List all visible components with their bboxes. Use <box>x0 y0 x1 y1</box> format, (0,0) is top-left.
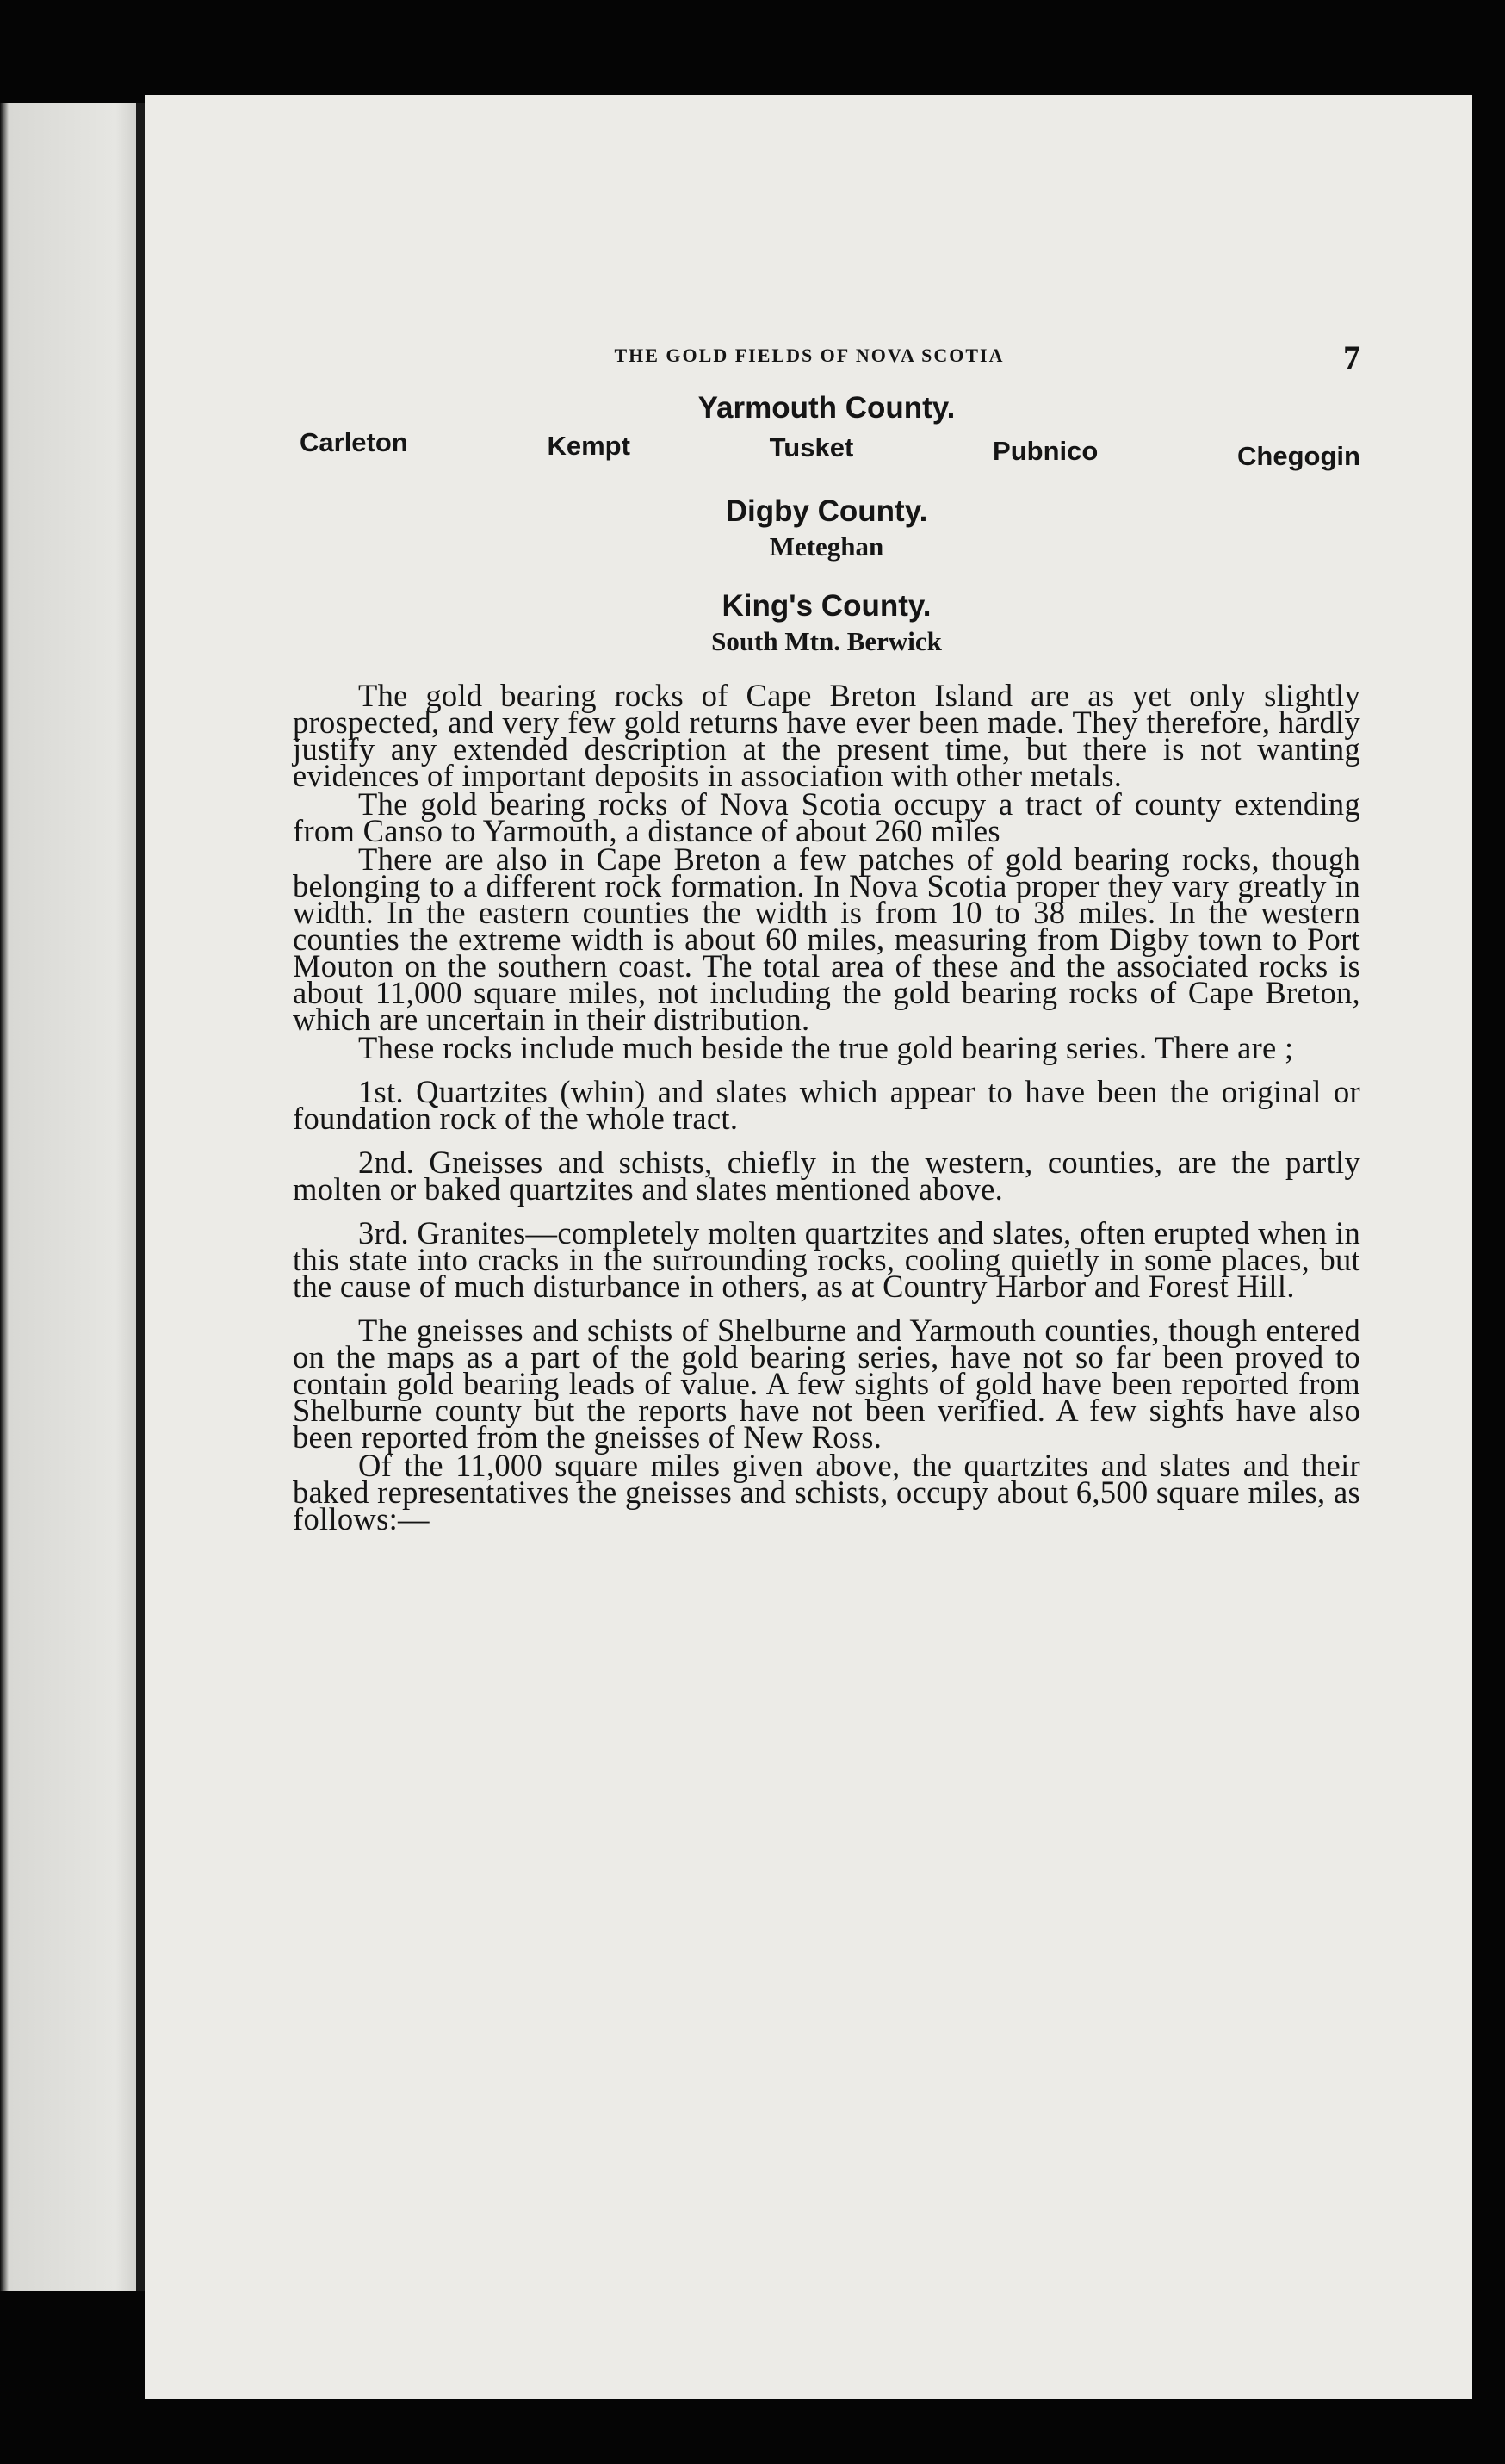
county-heading-kings: King's County. <box>722 589 932 623</box>
district-name: Kempt <box>547 431 630 461</box>
paragraph: The gneisses and schists of Shelburne and Yarmouth counties, though entered on the maps as a part of the gold bearing series, have not so far been proved to contain gold bearing leads of value. A few sights of gold have been reported from Shelburne county but the reports have not been verified. A few sights have also been reported from the gneisses of New Ross. <box>293 1313 1360 1455</box>
book-page <box>145 95 1472 2399</box>
paragraph: Of the 11,000 square miles given above, the quartzites and slates and their baked representatives the gneisses and schists, occupy about 6,500 square miles, as follows:— <box>293 1448 1360 1536</box>
previous-page-edge <box>0 103 145 2291</box>
running-head-title: THE GOLD FIELDS OF NOVA SCOTIA <box>614 344 1005 366</box>
district-name: Pubnico <box>993 436 1099 466</box>
district-name: Meteghan <box>769 531 884 562</box>
district-name: Carleton <box>300 427 408 457</box>
county-heading-digby: Digby County. <box>725 494 928 528</box>
district-name: South Mtn. Berwick <box>711 626 942 656</box>
district-name: Chegogin <box>1237 441 1360 471</box>
paragraph: There are also in Cape Breton a few patches of gold bearing rocks, though belonging to a different rock formation. In Nova Scotia proper they vary greatly in width. In the eastern counties the width is from 10 to 38 miles. In the western counties the extreme width is about 60 miles, measuring from Digby town to Port Mouton on the southern coast. The total area of these and the associated rocks is about 11,000 square miles, not including the gold bearing rocks of Cape Breton, which are uncertain in their distribution. <box>293 841 1360 1037</box>
district-name: Tusket <box>769 432 854 462</box>
paragraph: 1st. Quartzites (whin) and slates which appear to have been the original or foundation rock of the whole tract. <box>293 1074 1360 1136</box>
running-head <box>293 338 1360 389</box>
page-gutter <box>136 103 145 2291</box>
page-number: 7 <box>1343 338 1360 377</box>
district-list-yarmouth <box>293 427 1360 472</box>
paragraph: The gold bearing rocks of Nova Scotia occupy a tract of county extending from Canso to Yarmouth, a distance of about 260 miles <box>293 786 1360 848</box>
paragraph: 3rd. Granites—completely molten quartzites and slates, often erupted when in this state into cracks in the surrounding rocks, cooling quietly in some places, but the cause of much disturbance in others, as at Country Harbor and Forest Hill. <box>293 1215 1360 1304</box>
paragraph: The gold bearing rocks of Cape Breton Island are as yet only slightly prospected, and very few gold returns have ever been made. They therefore, hardly justify any extended description at the present time, but there is not wanting evidences of important deposits in association with other metals. <box>293 678 1360 793</box>
page-content <box>293 338 1360 1534</box>
county-heading-yarmouth: Yarmouth County. <box>697 391 956 425</box>
paragraph: These rocks include much beside the true gold bearing series. There are ; <box>358 1030 1294 1065</box>
paragraph: 2nd. Gneisses and schists, chiefly in the western, counties, are the partly molten or baked quartzites and slates mentioned above. <box>293 1145 1360 1207</box>
